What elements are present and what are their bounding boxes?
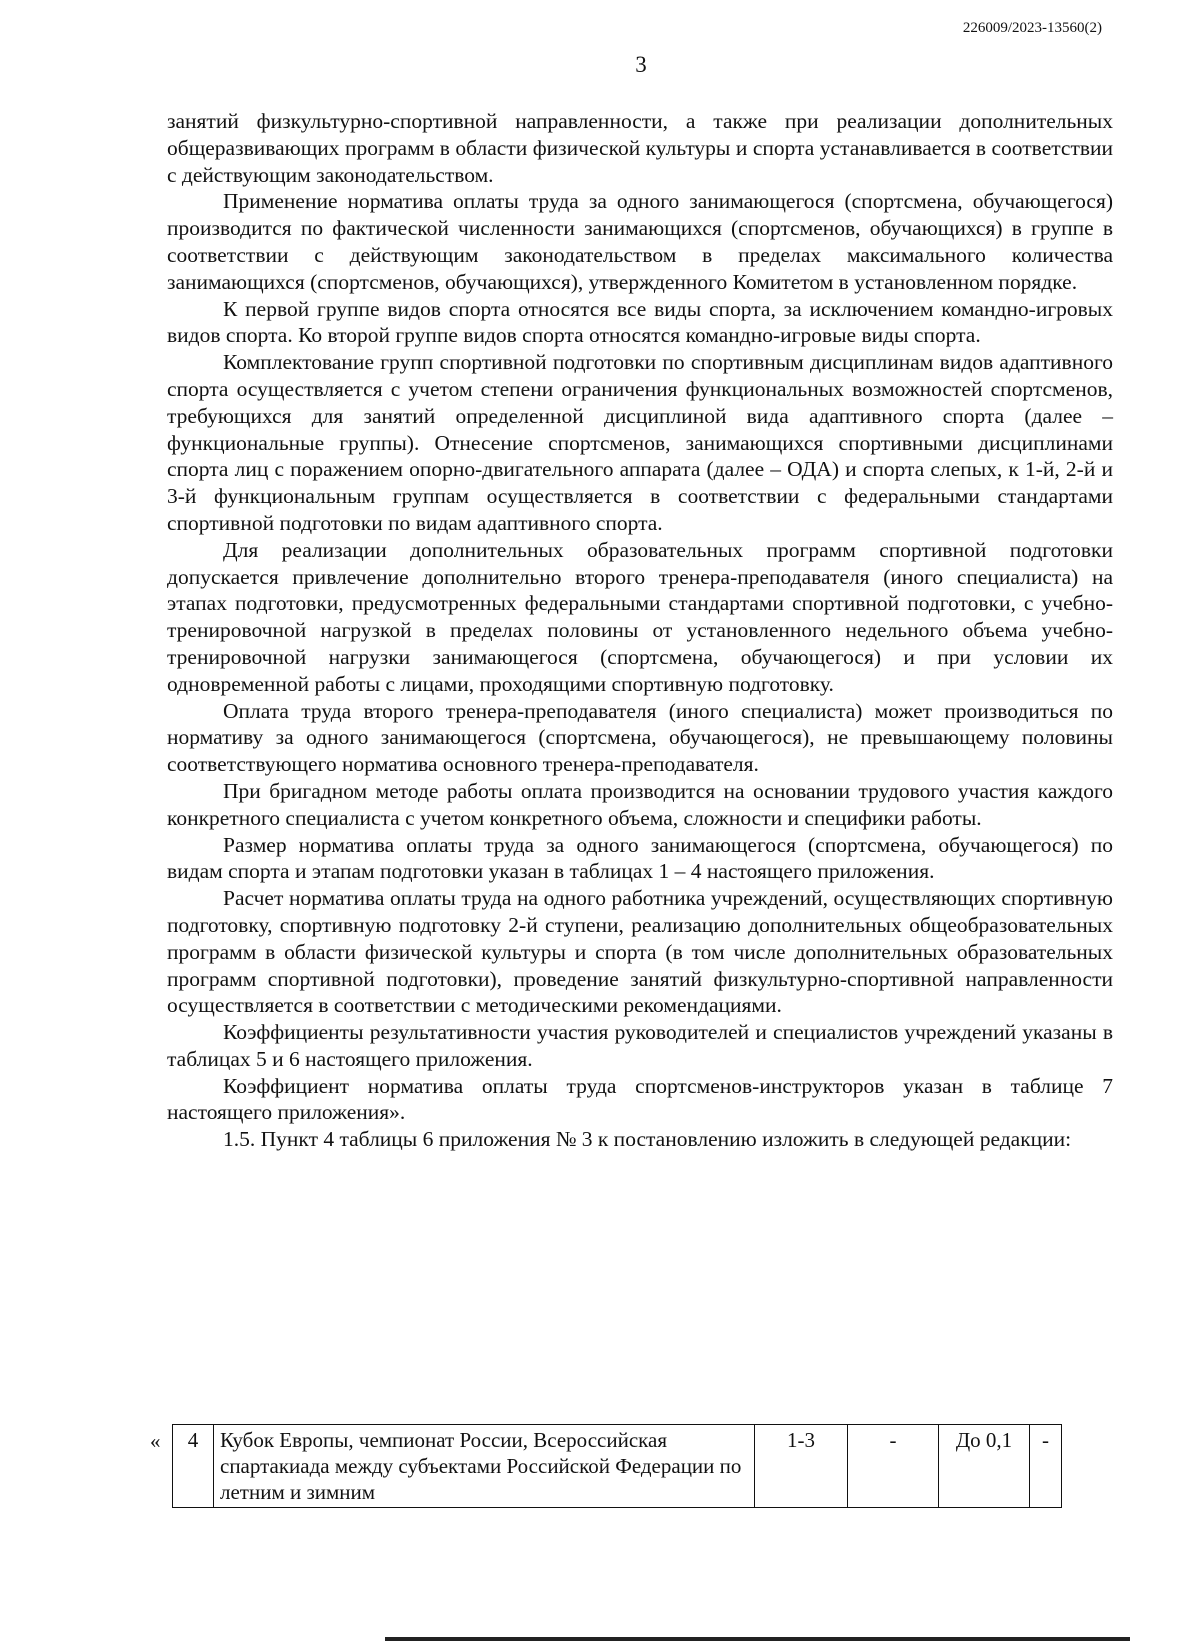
coefficients-table [172, 1424, 1062, 1508]
paragraph: К первой группе видов спорта относятся все виды спорта, за исключением командно-игровых видов спорта. Ко второй группе видов спорта относятся командно-игровые виды спорта. [167, 296, 1113, 348]
page-number: 3 [635, 52, 647, 77]
paragraph: Применение норматива оплаты труда за одного занимающегося (спортсмена, обучающегося) производится по фактической численности занимающихся (спортсменов, обучающихся) в группе в соответствии с действующим законодательством в пределах максимального количества занимающихся (спортсменов, обучающихся), утвержденного Комитетом в установленном порядке. [167, 189, 1113, 294]
paragraph: Коэффициент норматива оплаты труда спортсменов-инструкторов указан в таблице 7 настоящего приложения». [167, 1073, 1113, 1125]
paragraph: Размер норматива оплаты труда за одного занимающегося (спортсмена, обучающегося) по видам спорта и этапам подготовки указан в таблицах 1 – 4 настоящего приложения. [167, 832, 1113, 884]
row-number-cell: 4 [173, 1425, 214, 1508]
document-number: 226009/2023-13560(2) [962, 20, 1102, 36]
document-body [167, 108, 1113, 1153]
places-cell: 1-3 [755, 1425, 848, 1508]
paragraph: При бригадном методе работы оплата производится на основании трудового участия каждого конкретного специалиста с учетом конкретного объема, сложности и специфики работы. [167, 778, 1113, 830]
paragraph: 1.5. Пункт 4 таблицы 6 приложения № 3 к постановлению изложить в следующей редакции: [223, 1127, 1072, 1152]
bottom-divider [385, 1637, 1130, 1641]
table-cell: - [1030, 1425, 1062, 1508]
paragraph-continuation: занятий физкультурно-спортивной направленности, а также при реализации дополнительных общеразвивающих программ в области физической культуры и спорта устанавливается в соответствии с действующим законодательством. [167, 109, 1113, 187]
table-row [173, 1425, 1062, 1508]
competition-name-cell: Кубок Европы, чемпионат России, Всероссийская спартакиада между субъектами Российской Федерации по летним и зимним [214, 1425, 755, 1508]
paragraph: Для реализации дополнительных образовательных программ спортивной подготовки допускается привлечение дополнительно второго тренера-преподавателя (иного специалиста) на этапах подготовки, предусмотренных федеральными стандартами спортивной подготовки, с учебно-тренировочной нагрузкой в пределах половины от установленного недельного объема учебно-тренировочной нагрузки занимающегося (спортсмена, обучающегося) и при условии их одновременной работы с лицами, проходящими спортивную подготовку. [167, 537, 1113, 696]
paragraph: Комплектование групп спортивной подготовки по спортивным дисциплинам видов адаптивного спорта осуществляется с учетом степени ограничения функциональных возможностей спортсменов, требующихся для занятий определенной дисциплиной вида адаптивного спорта (далее – функциональные группы). Отнесение спортсменов, занимающихся спортивными дисциплинами спорта лиц с поражением опорно-двигательного аппарата (далее – ОДА) и спорта слепых, к 1-й, 2-й и 3-й функциональным группам осуществляется в соответствии с федеральными стандартами спортивной подготовки по видам адаптивного спорта. [167, 350, 1113, 535]
paragraph: Коэффициенты результативности участия руководителей и специалистов учреждений указаны в таблицах 5 и 6 настоящего приложения. [167, 1020, 1113, 1071]
coefficient-cell: До 0,1 [939, 1425, 1030, 1508]
table-cell: - [848, 1425, 939, 1508]
paragraph: Расчет норматива оплаты труда на одного работника учреждений, осуществляющих спортивную подготовку, спортивную подготовку 2-й ступени, реализацию дополнительных общеобразовательных программ в области физической культуры и спорта (в том числе дополнительных образовательных программ спортивной подготовки), проведение занятий физкультурно-спортивной направленности осуществляется в соответствии с методическими рекомендациями. [167, 886, 1113, 1018]
opening-quote-mark: « [150, 1429, 161, 1453]
paragraph: Оплата труда второго тренера-преподавателя (иного специалиста) может производиться по нормативу за одного занимающегося (спортсмена, обучающегося), не превышающему половины соответствующего норматива основного тренера-преподавателя. [167, 698, 1113, 777]
